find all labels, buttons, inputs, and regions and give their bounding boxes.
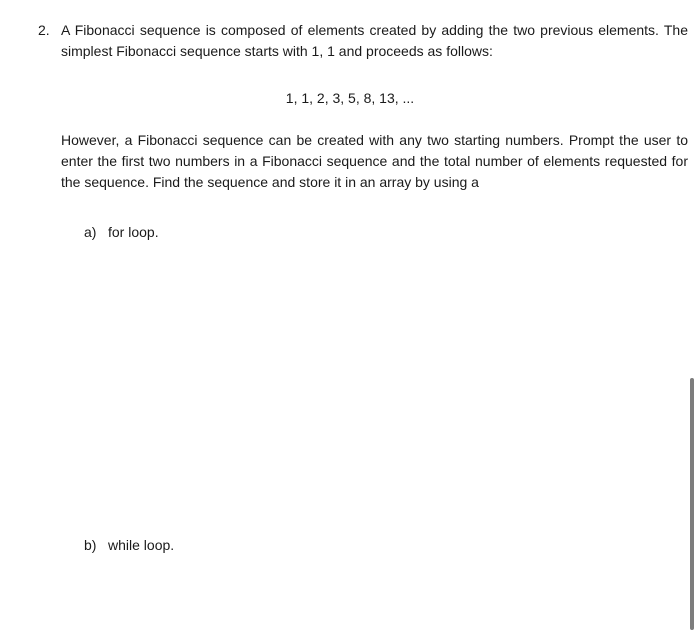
part-b-text: while loop.	[108, 537, 175, 553]
part-a-text: for loop.	[108, 224, 159, 240]
question-body: However, a Fibonacci sequence can be created with any two starting numbers. Prompt the user to enter the first two numbers in a Fibonacci sequence and the total number of elements requested for the sequence. Find the sequence and store it in an array by using a	[61, 132, 688, 190]
part-b	[84, 535, 174, 555]
fibonacci-sequence-example: 1, 1, 2, 3, 5, 8, 13, ...	[285, 90, 415, 106]
part-b-marker: b)	[84, 537, 97, 553]
question-intro: A Fibonacci sequence is composed of elements created by adding the two previous elements. The simplest Fibonacci sequence starts with 1, 1 and proceeds as follows:	[61, 22, 688, 59]
part-a-marker: a)	[84, 224, 97, 240]
part-a	[84, 222, 159, 242]
vertical-scrollbar-thumb[interactable]	[690, 378, 694, 630]
question-number: 2.	[38, 22, 50, 38]
